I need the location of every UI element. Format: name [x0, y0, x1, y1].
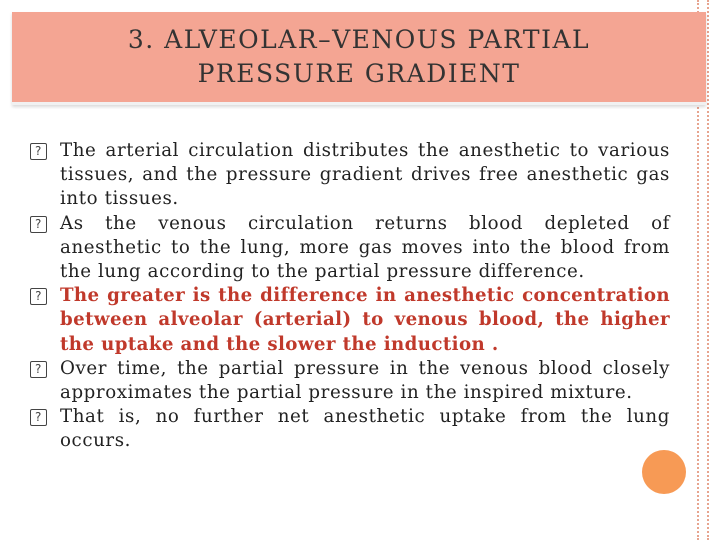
slide-title-line-1: 3. ALVEOLAR–VENOUS PARTIAL — [127, 25, 591, 54]
bullet-text: Over time, the partial pressure in the venous blood closely approximates the partial pressure in the inspired mixture. — [60, 357, 670, 404]
bullet-text: The greater is the difference in anesthetic concentration between alveolar (arterial) to venous blood, the higher the uptake and the slower the induction . — [60, 285, 670, 355]
bullet-text: That is, no further net anesthetic uptake from the lung occurs. — [60, 406, 670, 452]
slide-content — [30, 139, 670, 454]
bullet-item — [30, 405, 670, 453]
bullet-box-icon: ? — [30, 361, 47, 378]
decorative-orange-circle — [642, 450, 686, 494]
bullet-text: The arterial circulation distributes the anesthetic to various tissues, and the pressure gradient drives free anesthetic gas into tissues. — [60, 140, 670, 210]
bullet-box-icon: ? — [30, 409, 47, 426]
slide-title-line-2: PRESSURE GRADIENT — [197, 59, 521, 88]
bullet-item-highlighted — [30, 284, 670, 357]
bullet-item — [30, 139, 670, 212]
bullet-item — [30, 357, 670, 405]
bullet-item — [30, 212, 670, 285]
bullet-text: As the venous circulation returns blood depleted of anesthetic to the lung, more gas moves into the blood from the lung according to the partial pressure difference. — [60, 212, 670, 283]
bullet-box-icon: ? — [30, 216, 47, 233]
decorative-dotted-line — [707, 0, 709, 540]
bullet-box-icon: ? — [30, 288, 47, 305]
slide-title-band — [12, 12, 706, 105]
bullet-box-icon: ? — [30, 143, 47, 160]
